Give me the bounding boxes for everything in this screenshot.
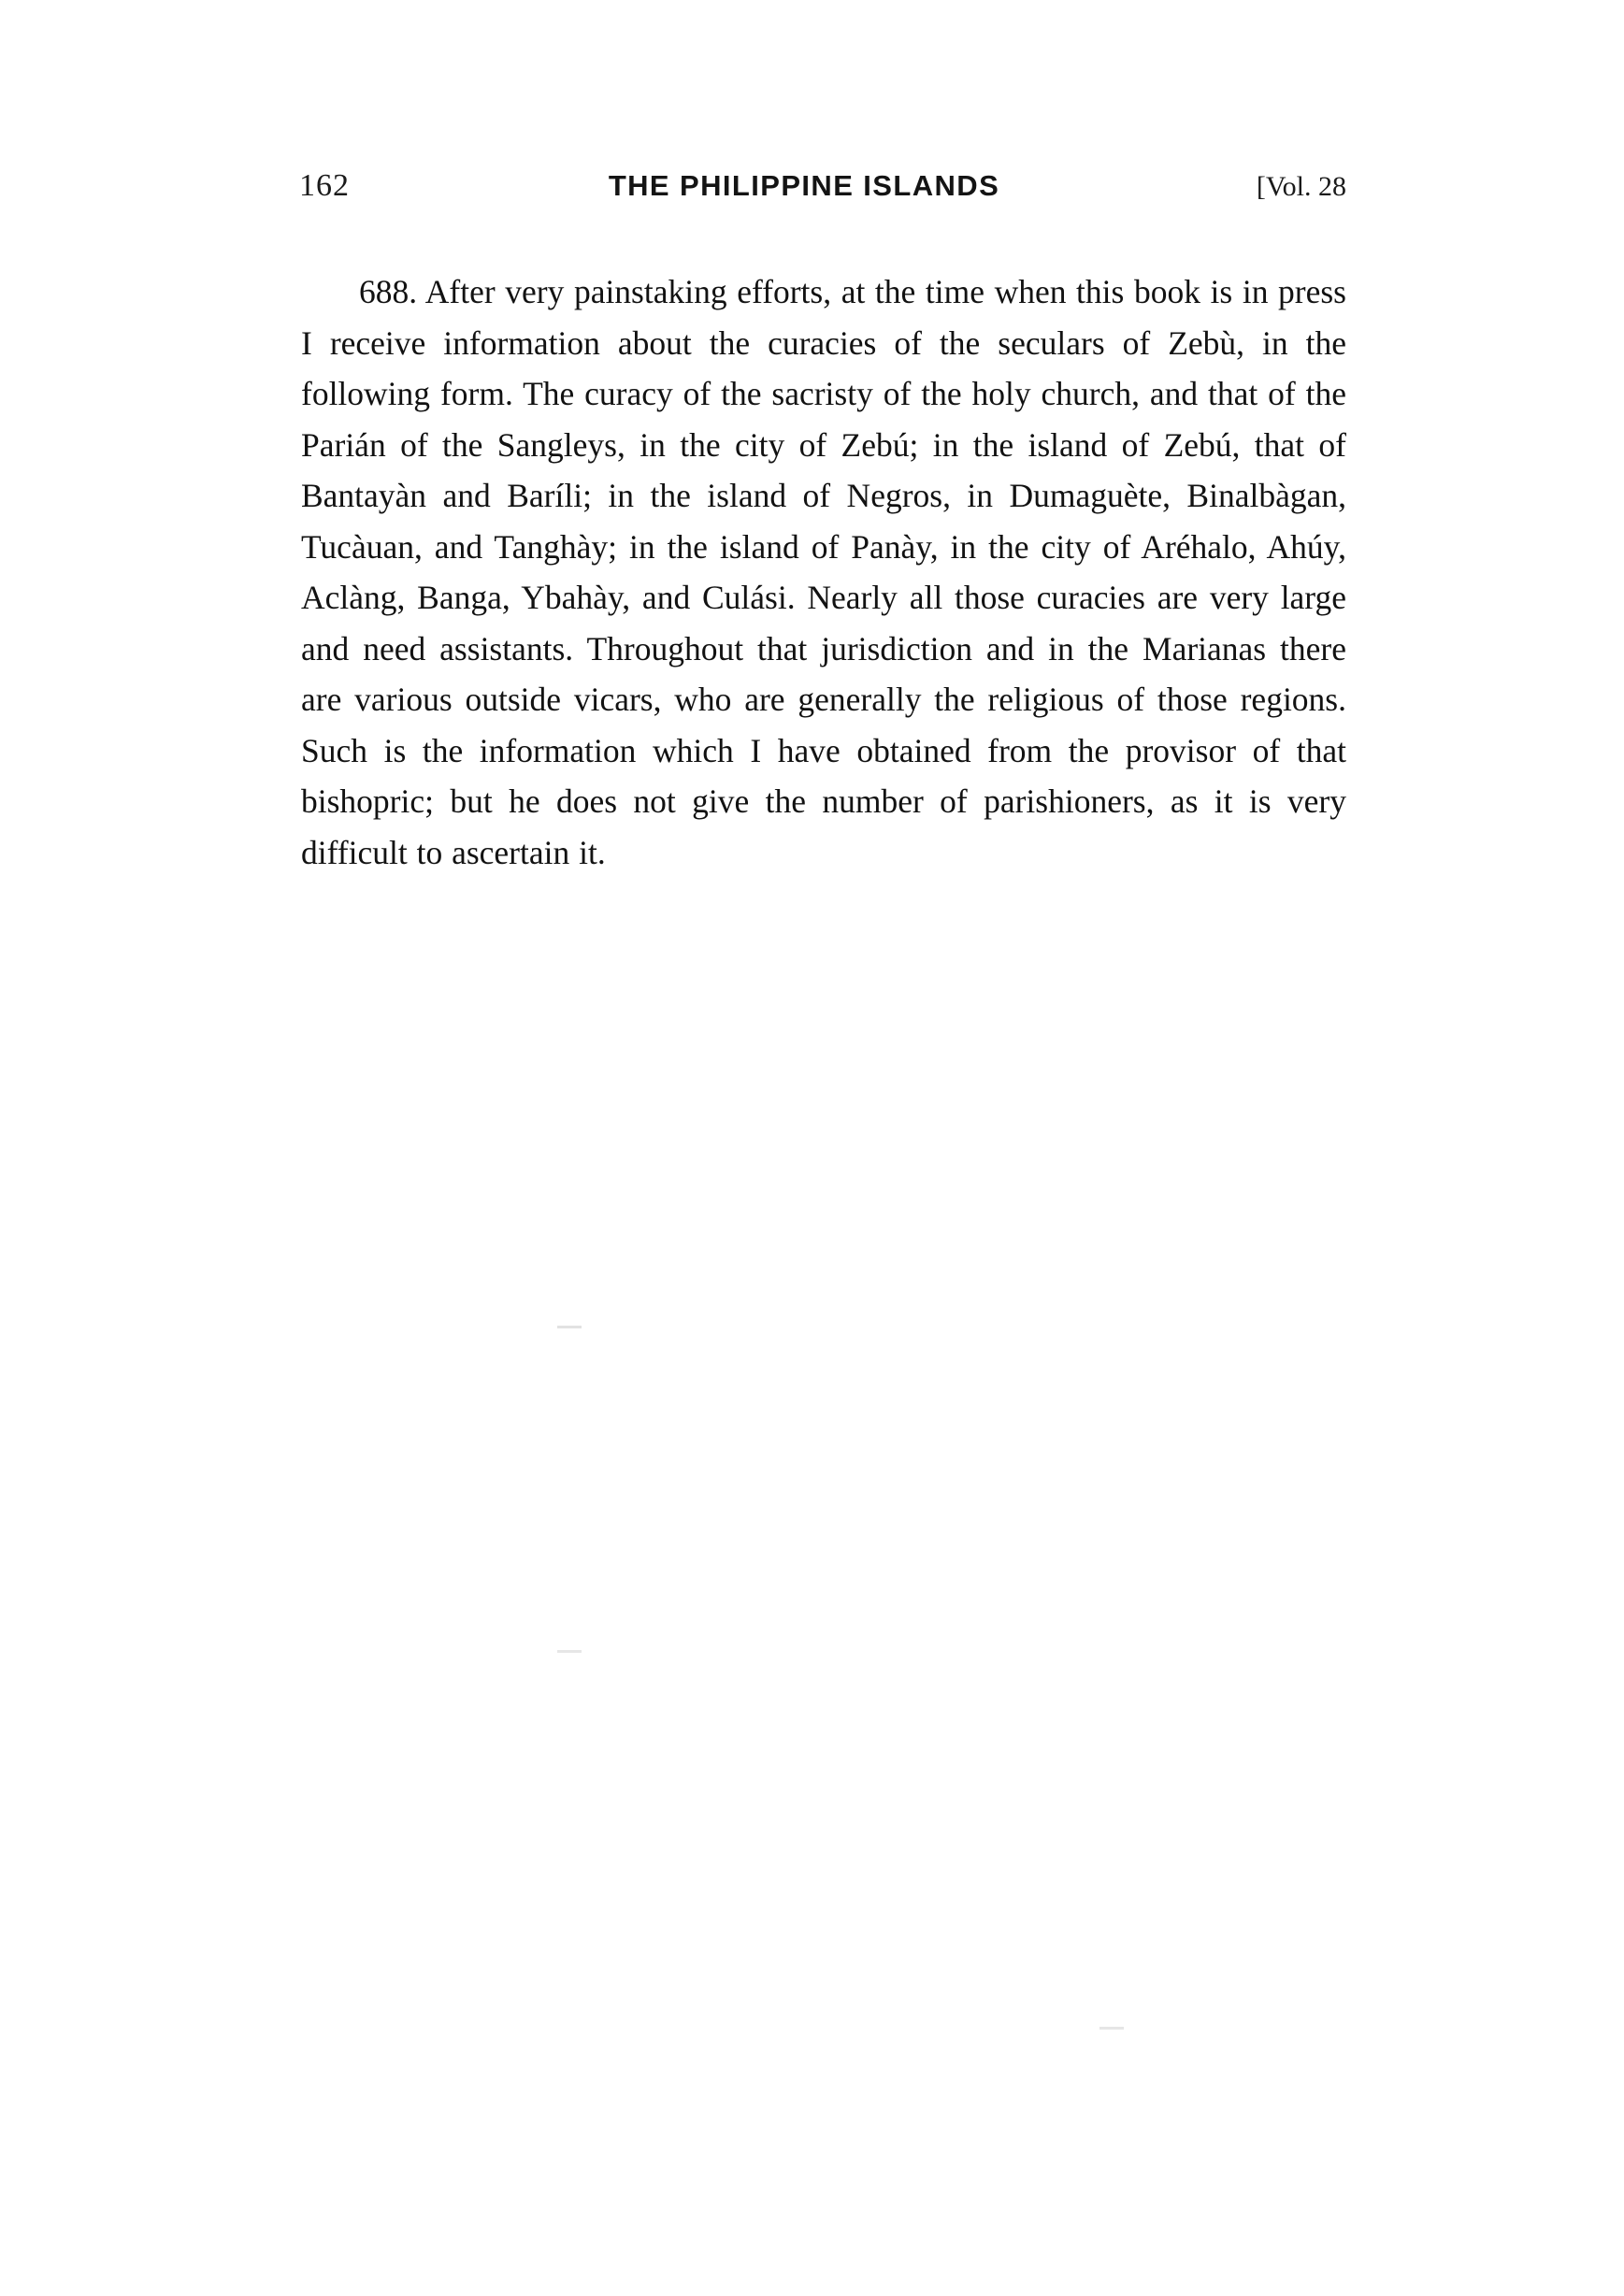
page-number: 162 [299,168,350,203]
volume-note: [Vol. 28 [1256,171,1346,202]
page-header [299,168,1346,211]
page-artifact-mark [557,1326,582,1328]
paragraph-688: 688. After very painstaking efforts, at the time when this book is in press I receive information about the curacies of the seculars of Zebù, in the following form. The curacy of the sacristy of the holy church, and that of the Parián of the Sangleys, in the city of Zebú; in the island of Zebú, that of Bantayàn and Baríli; in the island of Negros, in Dumaguète, Binalbàgan, Tucàuan, and Tanghày; in the island of Panày, in the city of Aréhalo, Ahúy, Aclàng, Banga, Ybahày, and Culási. Nearly all those curacies are very large and need assistants. Throughout that jurisdiction and in the Marianas there are various outside vicars, who are generally the religious of those regions. Such is the information which I have obtained from the provisor of that bishopric; but he does not give the number of parishioners, as it is very difficult to ascertain it. [301,273,1346,871]
page-artifact-mark [557,1650,582,1653]
body-text [301,266,1346,878]
running-title: THE PHILIPPINE ISLANDS [608,169,1000,202]
page-artifact-mark [1099,2027,1124,2030]
